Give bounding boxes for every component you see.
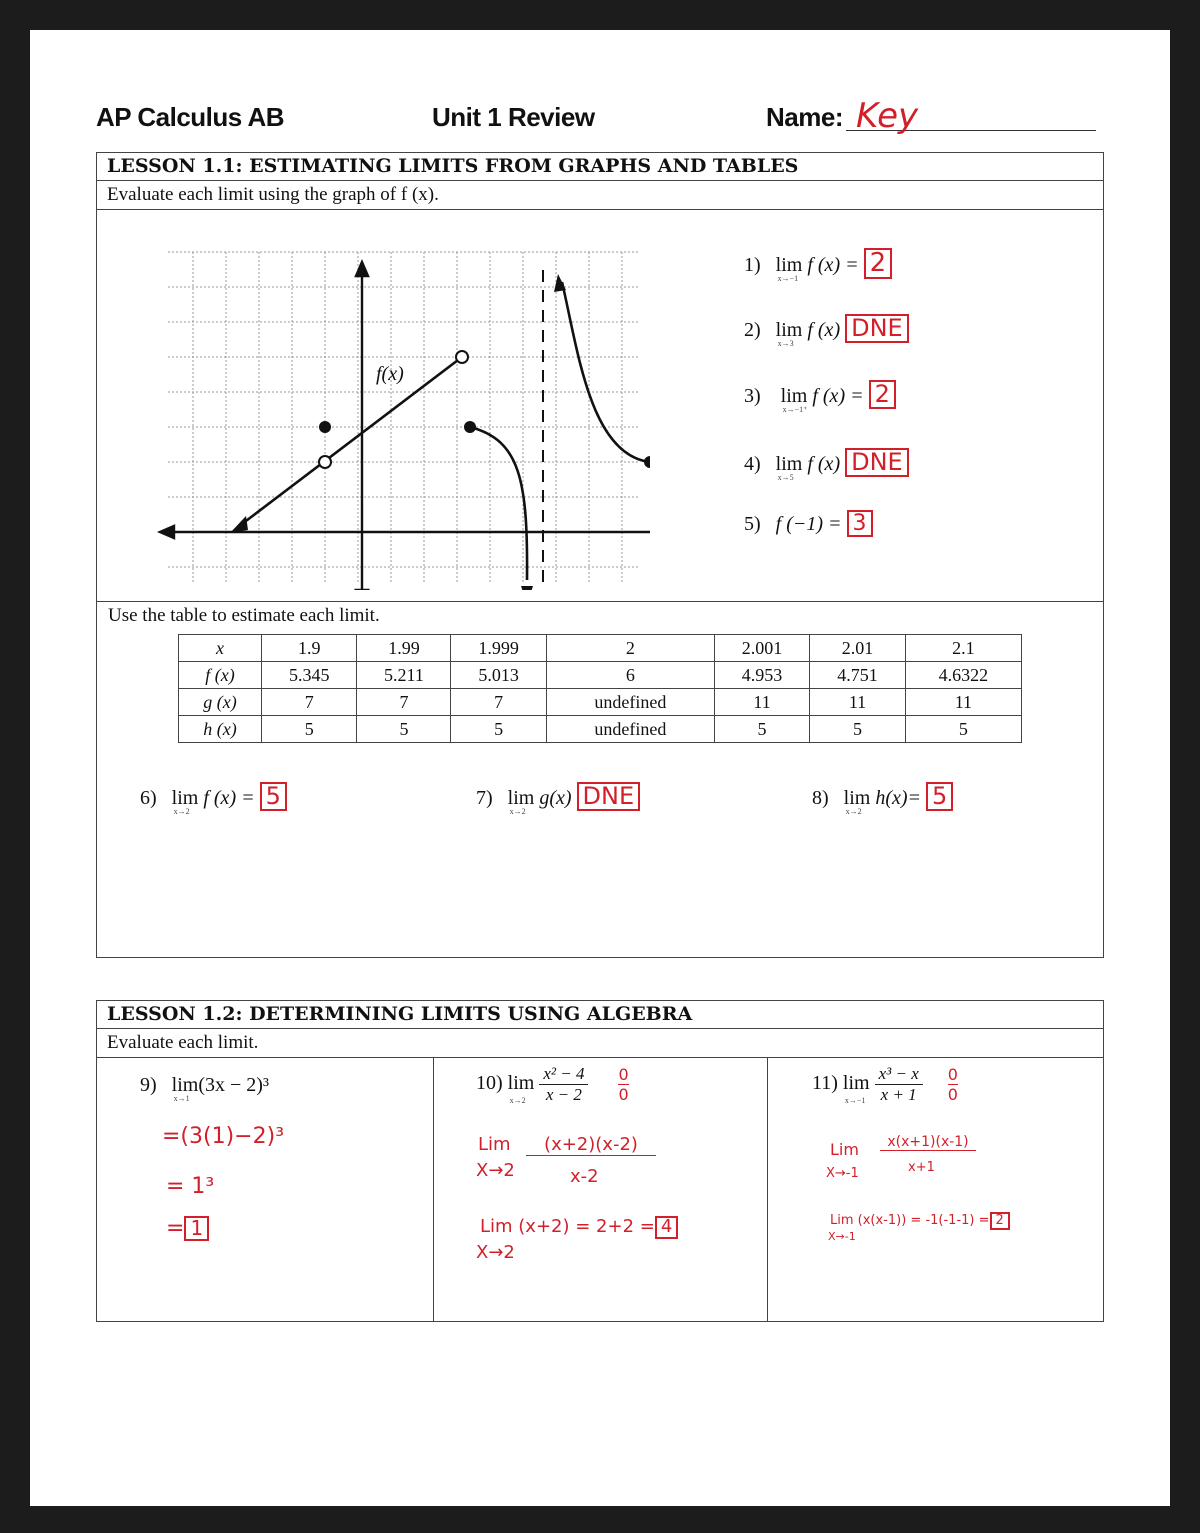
table-cell: 6 [546, 662, 714, 689]
table-cell: 4.751 [810, 662, 905, 689]
answer-box: 3 [847, 510, 873, 537]
table-row [179, 662, 1022, 689]
table-cell: 5 [810, 716, 905, 743]
q10-step1-numerator: (x+2)(x-2) [526, 1134, 656, 1156]
answer-box: DNE [845, 314, 909, 343]
table-cell: 2.1 [905, 635, 1021, 662]
table-cell: 7 [451, 689, 546, 716]
table-cell: 7 [357, 689, 451, 716]
question-11: 11) lim x→−1 $\frac{\text{x³ − x}}{x + 1}$ $\frac{0}{0}$ [812, 1064, 958, 1106]
column-divider-2 [767, 1058, 768, 1322]
left-of-asymptote-branch [470, 427, 527, 580]
table-cell: 5 [357, 716, 451, 743]
table-cell: 11 [714, 689, 809, 716]
question-4: 4) lim x→5 f (x) DNE [744, 448, 909, 477]
table-cell: 5.211 [357, 662, 451, 689]
table-cell: 2.001 [714, 635, 809, 662]
table-row [179, 716, 1022, 743]
answer-box: 2 [990, 1212, 1010, 1230]
q10-step1-denominator: x-2 [570, 1166, 599, 1187]
question-9: 9) lim(3x − 2)³ x→1 [140, 1074, 269, 1103]
linear-segment [238, 357, 462, 527]
answer-box: 5 [926, 782, 953, 811]
table-cell: 2.01 [810, 635, 905, 662]
q11-step2: Lim (x(x-1)) = -1(-1-1) = 2 [830, 1212, 1010, 1230]
table-cell: 1.999 [451, 635, 546, 662]
table-cell: 11 [810, 689, 905, 716]
question-2: 2) lim x→3 f (x) DNE [744, 314, 909, 343]
table-cell: 5 [262, 716, 357, 743]
question-1: 1) lim x→−1 f (x) = 2 [744, 248, 892, 279]
graph-label: f(x) [376, 363, 404, 385]
table-cell: undefined [546, 689, 714, 716]
table-cell: 11 [905, 689, 1021, 716]
table-cell: 2 [546, 635, 714, 662]
table-cell: 5 [905, 716, 1021, 743]
table-row [179, 689, 1022, 716]
worksheet-page [30, 30, 1170, 1506]
table-cell: 1.9 [262, 635, 357, 662]
question-3: 3) lim x→−1⁺ f (x) = 2 [744, 380, 896, 409]
lesson-1-2-title: LESSON 1.2: DETERMINING LIMITS USING ALGEBRA [96, 1000, 1104, 1029]
answer-box: DNE [577, 782, 641, 811]
table-cell: 7 [262, 689, 357, 716]
table-cell: 5.013 [451, 662, 546, 689]
question-7: 7) lim x→2 g(x) DNE [476, 782, 640, 811]
row-label: h (x) [179, 716, 262, 743]
values-table [178, 634, 1022, 743]
right-of-asymptote-branch [562, 282, 650, 462]
function-graph [150, 230, 650, 590]
q9-work-3: = 1 [166, 1216, 209, 1241]
name-value: Key [856, 96, 919, 136]
course-title: AP Calculus AB [96, 102, 285, 132]
open-point-3-4 [456, 351, 468, 363]
q9-work-2: = 1³ [166, 1174, 215, 1199]
row-label: f (x) [179, 662, 262, 689]
table-cell: 5 [451, 716, 546, 743]
closed-point-3-3 [464, 421, 476, 433]
closed-point-neg1-3 [319, 421, 331, 433]
question-8: 8) lim x→2 h(x)= 5 [812, 782, 953, 811]
q11-step2-sub: X→-1 [828, 1230, 856, 1243]
row-label: x [179, 635, 262, 662]
table-row [179, 635, 1022, 662]
answer-box: 5 [260, 782, 287, 811]
q11-step1-numerator: x(x+1)(x-1) [880, 1134, 976, 1151]
name-label: Name: [766, 102, 843, 132]
answer-box: 4 [655, 1216, 678, 1239]
answer-box: DNE [845, 448, 909, 477]
lesson-1-1-instruction: Evaluate each limit using the graph of f (x). [96, 181, 1104, 210]
unit-title: Unit 1 Review [432, 102, 595, 132]
q11-step1-denominator: x+1 [908, 1160, 935, 1175]
table-cell: 4.953 [714, 662, 809, 689]
branch-down-arrow [521, 586, 533, 590]
q9-work-1: =(3(1)−2)³ [162, 1124, 285, 1149]
q10-step1-lim: Lim [478, 1134, 511, 1155]
x-axis-left-arrow [160, 526, 174, 538]
column-divider-1 [433, 1058, 434, 1322]
lesson-1-1-title: LESSON 1.1: ESTIMATING LIMITS FROM GRAPHS AND TABLES [96, 152, 1104, 181]
q10-step2: Lim (x+2) = 2+2 = 4 [480, 1216, 678, 1239]
table-cell: 4.6322 [905, 662, 1021, 689]
answer-box: 2 [869, 380, 896, 409]
row-label: g (x) [179, 689, 262, 716]
lesson-1-2-instruction: Evaluate each limit. [96, 1029, 1104, 1058]
open-point-neg1-2 [319, 456, 331, 468]
q10-step1-sub: X→2 [476, 1160, 515, 1181]
table-cell: 5 [714, 716, 809, 743]
table-cell: 5.345 [262, 662, 357, 689]
table-cell: undefined [546, 716, 714, 743]
answer-box: 1 [184, 1216, 209, 1241]
table-instruction: Use the table to estimate each limit. [108, 605, 380, 626]
question-6: 6) lim x→2 f (x) = 5 [140, 782, 287, 811]
question-5: 5) f (−1) = 3 [744, 510, 873, 537]
q11-step1-sub: X→-1 [826, 1166, 859, 1181]
answer-box: 2 [864, 248, 893, 279]
linear-end-arrow [230, 516, 248, 533]
q11-step1-lim: Lim [830, 1140, 859, 1159]
table-cell: 1.99 [357, 635, 451, 662]
closed-point-end [644, 456, 650, 468]
q10-step2-sub: X→2 [476, 1242, 515, 1263]
question-10: 10) lim x→2 $\frac{\text{x² − 4}}{x - 2}$ $\frac{0}{0}$ [476, 1064, 629, 1106]
